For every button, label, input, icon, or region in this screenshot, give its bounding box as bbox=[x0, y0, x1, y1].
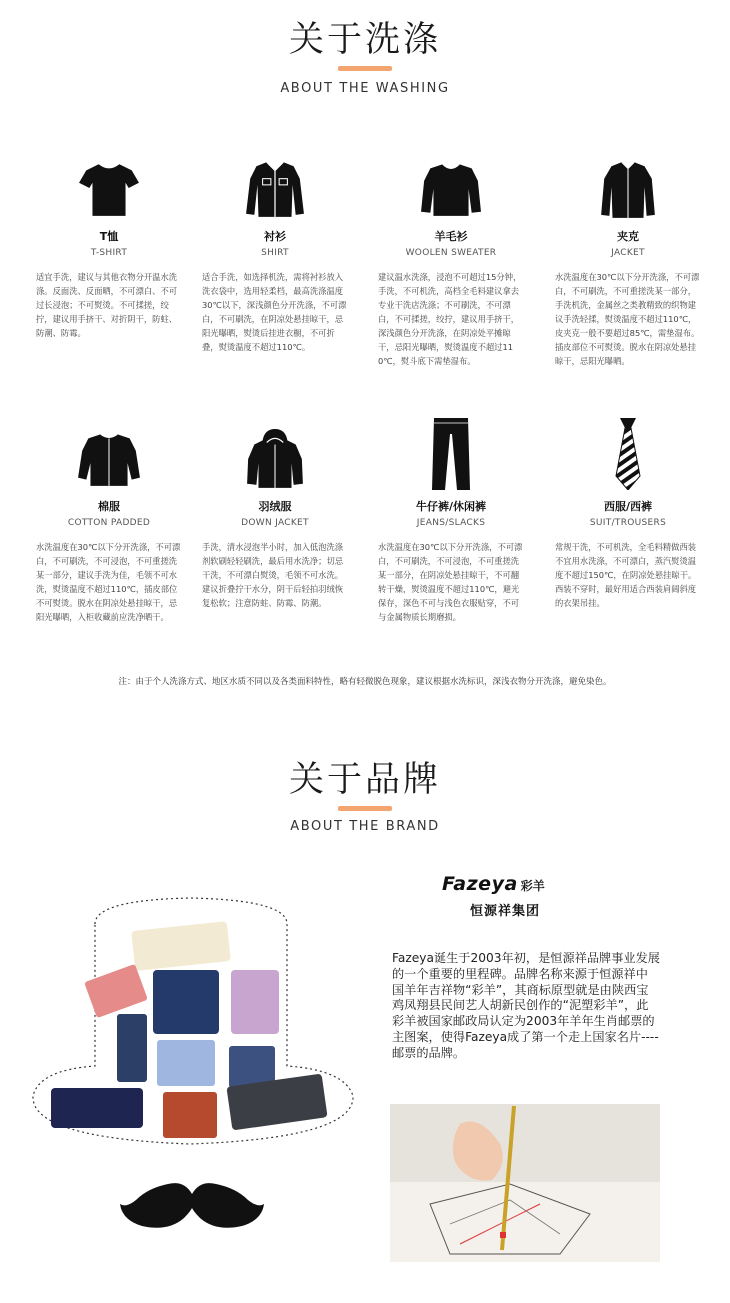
item-name: 牛仔裤/休闲裤 bbox=[415, 500, 487, 513]
item-description: 适合手洗，如选择机洗，需将衬衫放入洗衣袋中，选用轻柔档，最高洗涤温度30℃以下，深浅颜色分开洗涤，不可漂白，不可刷洗，在阴凉处悬挂晾干，忌阳光曝晒，熨烫后挂进衣橱，不可折叠，熨烫温度不超过110℃。 bbox=[202, 272, 347, 352]
item-name: 羊毛衫 bbox=[434, 230, 468, 243]
item-description: 水洗温度在30℃以下分开洗涤，不可漂白，不可刷洗，不可浸泡，不可重搓洗某一部分，建议手洗为佳，毛领不可水洗，熨烫温度不超过110℃，插皮部位不可熨烫。脱水在阴凉处悬挂晾干，忌阳光曝晒，入柜收藏前应洗净晒干。 bbox=[36, 542, 181, 622]
wash-item-jeans bbox=[378, 418, 524, 624]
item-name-en: DOWN JACKET bbox=[241, 518, 309, 528]
tshirt-icon bbox=[78, 158, 140, 220]
brand-subtitle: ABOUT THE BRAND bbox=[290, 819, 440, 834]
item-name: 衬衫 bbox=[264, 230, 286, 243]
washing-note: 注：由于个人洗涤方式、地区水质不同以及各类面料特性，略有轻微脱色现象，建议根据水洗标识，深浅衣物分开洗涤，避免染色。 bbox=[118, 677, 612, 687]
item-description: 水洗温度在30℃以下分开洗涤，不可漂白，不可刷洗，不可重搓洗某一部分，手洗机洗，金属丝之类教精致的织物建议手洗轻揉，熨烫温度不超过110℃，皮夹克一般不要超过85℃，需垫湿布。插皮部位不可熨烫。脱水在阴凉处悬挂晾干，忌阳光曝晒。 bbox=[555, 272, 700, 366]
wash-item-sweater bbox=[378, 158, 524, 368]
item-name-en: T-SHIRT bbox=[90, 248, 128, 258]
item-description: 常规干洗，不可机洗，全毛料精做西装不宜用水洗涤，不可漂白，蒸汽熨烫温度不超过150℃，在阴凉处悬挂晾干。西装不穿时，最好用适合西装肩阔斜度的衣架吊挂。 bbox=[555, 542, 697, 608]
brand-group-name: 恒源祥集团 bbox=[470, 904, 541, 919]
jeans-icon bbox=[431, 418, 471, 490]
wash-item-tshirt bbox=[36, 158, 182, 340]
washing-title: 关于洗涤 bbox=[288, 20, 441, 60]
tie-icon bbox=[613, 418, 643, 490]
brand-logo-text: Fazeya bbox=[442, 873, 518, 895]
cotton-coat-icon bbox=[76, 428, 142, 490]
mustache-icon bbox=[118, 1176, 266, 1234]
item-name-en: SUIT/TROUSERS bbox=[589, 518, 667, 528]
sweater-icon bbox=[420, 158, 482, 220]
wash-item-cotton-padded bbox=[36, 428, 182, 624]
brand-logo-cn: 彩羊 bbox=[520, 879, 545, 893]
item-name: 棉服 bbox=[98, 500, 120, 513]
washing-title-underline bbox=[338, 66, 392, 71]
shirt-icon bbox=[244, 158, 306, 220]
artisan-drawing-photo bbox=[390, 1104, 660, 1262]
wash-item-suit bbox=[555, 418, 701, 610]
brand-logo bbox=[442, 873, 545, 895]
washing-subtitle: ABOUT THE WASHING bbox=[280, 81, 450, 96]
brand-description: Fazeya诞生于2003年初，是恒源祥品牌事业发展的一个重要的里程碑。品牌名称来源于恒源祥中国羊年吉祥物“彩羊”，其商标原型就是由陕西宝鸡凤翔县民间艺人胡新民创作的“泥塑彩羊”，此彩羊被国家邮政局认定为2003年羊年生肖邮票的主图案，使得Fazeya成了第一个走上国家名片----邮票的品牌。 bbox=[392, 951, 660, 1060]
item-name: 羽绒服 bbox=[258, 500, 292, 513]
item-description: 适宜手洗，建议与其他衣物分开温水洗涤。反面洗、反面晒，不可漂白、不可过长浸泡；不可熨烫。不可揉搓，绞拧，建议用手挤干、对折阴干，防蛀、防潮、防霉。 bbox=[36, 272, 178, 338]
item-name-en: JEANS/SLACKS bbox=[416, 518, 486, 528]
wash-item-down-jacket bbox=[202, 428, 348, 610]
clothing-hat-illustration bbox=[25, 888, 360, 1158]
jacket-icon bbox=[597, 158, 659, 220]
item-name: 夹克 bbox=[617, 230, 639, 243]
item-name: 西服/西裤 bbox=[603, 500, 653, 513]
brand-title-underline bbox=[338, 806, 392, 811]
brand-title: 关于品牌 bbox=[288, 760, 441, 800]
down-jacket-icon bbox=[244, 428, 306, 490]
item-name-en: COTTON PADDED bbox=[67, 518, 151, 528]
item-description: 建议温水洗涤，浸泡不可超过15分钟，手洗，不可机洗，高档全毛料建议拿去专业干洗店洗涤；不可刷洗，不可漂白，不可揉搓，绞拧，建议用手挤干，深浅颜色分开洗涤，在阴凉处平摊晾干，忌阳光曝晒，熨烫温度不超过110℃，熨斗底下需垫湿布。 bbox=[378, 272, 522, 366]
item-name-en: JACKET bbox=[611, 248, 645, 258]
item-name-en: WOOLEN SWEATER bbox=[405, 248, 497, 258]
item-name-en: SHIRT bbox=[261, 248, 289, 258]
item-name: T恤 bbox=[99, 230, 119, 243]
item-description: 手洗，清水浸泡半小时，加入低泡洗涤剂软刷轻轻刷洗，最后用水洗净；切忌干洗，不可漂白熨烫，毛领不可水洗。建议折叠拧干水分，阴干后轻拍羽绒恢复松软；注意防蛀、防霉、防潮。 bbox=[202, 542, 344, 608]
wash-item-jacket bbox=[555, 158, 701, 368]
item-description: 水洗温度在30℃以下分开洗涤，不可漂白，不可刷洗，不可浸泡，不可重搓洗某一部分，在阴凉处悬挂晾干，不可翻转干燥，熨烫温度不超过110℃，避光保存，深色不可与浅色衣服贴穿，不可与金属物质长期磨损。 bbox=[378, 542, 523, 622]
wash-item-shirt bbox=[202, 158, 348, 354]
